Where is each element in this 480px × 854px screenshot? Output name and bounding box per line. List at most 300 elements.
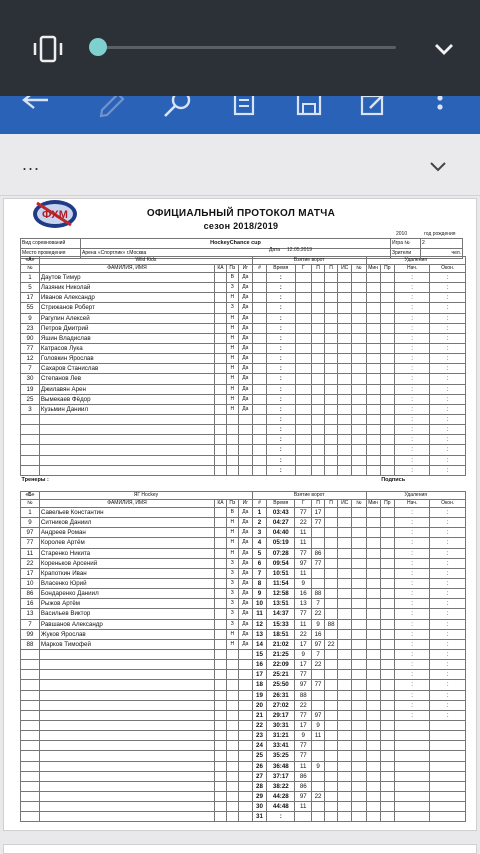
removal-reason (380, 518, 394, 528)
goal-assist-1: 97 (312, 710, 325, 720)
ka-cell (215, 609, 227, 619)
next-page-edge (3, 844, 477, 854)
removal-no (352, 629, 366, 639)
goal-assist-1: 7 (312, 649, 325, 659)
removal-end: : (430, 465, 466, 475)
ic-cell (338, 528, 352, 538)
goal-number: 19 (252, 690, 266, 700)
goal-time: 35:25 (267, 751, 295, 761)
goal-number: 17 (252, 670, 266, 680)
table-row (21, 568, 466, 578)
goal-number (252, 273, 266, 283)
removal-start: : (394, 323, 429, 333)
page-title: ОФИЦИАЛЬНЫЙ ПРОТОКОЛ МАТЧА (146, 208, 336, 219)
removal-start: : (394, 455, 429, 465)
goal-assist-1 (312, 751, 325, 761)
removal-end: : (430, 568, 466, 578)
removal-start: : (394, 394, 429, 404)
vibrate-icon[interactable] (30, 34, 66, 64)
goal-assist-2 (325, 313, 338, 323)
table-row (21, 741, 466, 751)
ka-cell (215, 589, 227, 599)
removal-reason (380, 731, 394, 741)
player-position: Н (226, 629, 238, 639)
ic-cell (338, 273, 352, 283)
col-header-pos: Пз (226, 500, 238, 508)
player-played (238, 781, 252, 791)
goal-assist-1 (312, 700, 325, 710)
removal-reason (380, 690, 394, 700)
player-number (21, 649, 40, 659)
removal-end: : (430, 599, 466, 609)
goal-time: 07:28 (267, 548, 295, 558)
goal-scorer: 11 (295, 538, 312, 548)
ic-cell (338, 720, 352, 730)
player-number: 77 (21, 538, 40, 548)
player-number: 7 (21, 619, 40, 629)
removal-min (366, 465, 380, 475)
col-header-g: Г (295, 500, 312, 508)
more-vert-icon[interactable] (424, 96, 456, 130)
goal-scorer: 9 (295, 731, 312, 741)
goal-scorer: 77 (295, 548, 312, 558)
ic-cell (338, 508, 352, 518)
ic-cell (338, 465, 352, 475)
removal-end: : (430, 629, 466, 639)
col-header-time: Время (267, 265, 295, 273)
player-name (39, 670, 214, 680)
ka-cell (215, 639, 227, 649)
goal-assist-1 (312, 781, 325, 791)
goal-number (252, 384, 266, 394)
col-header-ic: ИС (338, 500, 352, 508)
goal-time: : (267, 283, 295, 293)
removal-no (352, 273, 366, 283)
ic-cell (338, 293, 352, 303)
removal-min (366, 394, 380, 404)
removal-start: : (394, 435, 429, 445)
table-row (21, 455, 466, 465)
goal-time: 05:19 (267, 538, 295, 548)
player-played: Да (238, 384, 252, 394)
removal-reason (380, 394, 394, 404)
player-name (39, 791, 214, 801)
removal-start: : (394, 578, 429, 588)
player-position: З (226, 568, 238, 578)
goal-assist-1: 9 (312, 761, 325, 771)
player-number (21, 771, 40, 781)
removal-end: : (430, 323, 466, 333)
player-position: Н (226, 343, 238, 353)
player-position (226, 670, 238, 680)
player-name (39, 680, 214, 690)
ka-cell (215, 354, 227, 364)
player-number: 19 (21, 384, 40, 394)
player-name (39, 465, 214, 475)
goal-scorer (295, 414, 312, 424)
goals-header: Взятие ворот (252, 492, 366, 500)
goal-assist-2 (325, 528, 338, 538)
player-number: 86 (21, 589, 40, 599)
removal-end (430, 741, 466, 751)
goal-time: 11:54 (267, 578, 295, 588)
removal-start: : (394, 364, 429, 374)
removal-end: : (430, 589, 466, 599)
removal-min (366, 364, 380, 374)
table-row (21, 303, 466, 313)
goal-assist-2 (325, 802, 338, 812)
goal-number: 30 (252, 802, 266, 812)
goal-number: 14 (252, 639, 266, 649)
goal-assist-2: 22 (325, 639, 338, 649)
goal-time: : (267, 273, 295, 283)
table-row (21, 333, 466, 343)
player-position (226, 741, 238, 751)
player-name: Равшанов Александр (39, 619, 214, 629)
removal-no (352, 394, 366, 404)
col-header-name: ФАМИЛИЯ, ИМЯ (39, 500, 214, 508)
player-name: Лазяник Николай (39, 283, 214, 293)
table-row (21, 394, 466, 404)
player-played (238, 720, 252, 730)
goal-assist-2 (325, 518, 338, 528)
ka-cell (215, 538, 227, 548)
removal-reason (380, 609, 394, 619)
date-label: Дата (269, 247, 281, 253)
player-name (39, 802, 214, 812)
removal-reason (380, 404, 394, 414)
goal-number: 26 (252, 761, 266, 771)
player-number (21, 660, 40, 670)
removal-reason (380, 568, 394, 578)
removal-reason (380, 802, 394, 812)
col-header-p1: П (312, 265, 325, 273)
search-icon[interactable] (162, 96, 194, 130)
ka-cell (215, 680, 227, 690)
goal-number (252, 283, 266, 293)
goal-scorer (295, 323, 312, 333)
removal-reason (380, 791, 394, 801)
goal-time: 04:27 (267, 518, 295, 528)
ka-cell (215, 404, 227, 414)
removal-end (430, 771, 466, 781)
removal-no (352, 639, 366, 649)
player-name: Рыжов Артём (39, 599, 214, 609)
team-name: ЯГ Hockey (39, 492, 252, 500)
goal-number: 6 (252, 558, 266, 568)
pen-icon[interactable] (96, 96, 128, 130)
removal-reason (380, 414, 394, 424)
goal-number (252, 343, 266, 353)
goal-time: 15:33 (267, 619, 295, 629)
goal-assist-1: 22 (312, 660, 325, 670)
goal-number (252, 445, 266, 455)
goal-scorer (295, 313, 312, 323)
goal-time: : (267, 435, 295, 445)
save-icon[interactable] (293, 96, 325, 130)
ic-cell (338, 781, 352, 791)
removal-min (366, 435, 380, 445)
app-toolbar (0, 96, 480, 134)
player-number: 10 (21, 578, 40, 588)
volume-slider-handle[interactable] (89, 38, 107, 56)
ic-cell (338, 518, 352, 528)
player-number: 77 (21, 343, 40, 353)
goal-assist-2 (325, 354, 338, 364)
player-position (226, 731, 238, 741)
removal-start: : (394, 404, 429, 414)
removal-start: : (394, 293, 429, 303)
volume-panel (0, 0, 480, 96)
ka-cell (215, 508, 227, 518)
edit-icon[interactable] (358, 96, 390, 130)
goal-assist-2 (325, 700, 338, 710)
goal-scorer: 11 (295, 761, 312, 771)
removal-min (366, 629, 380, 639)
removal-no (352, 670, 366, 680)
removal-end (430, 731, 466, 741)
ka-cell (215, 690, 227, 700)
goal-assist-1 (312, 741, 325, 751)
goal-number (252, 364, 266, 374)
goal-time: 03:43 (267, 508, 295, 518)
team-side: «Б» (21, 492, 40, 500)
ic-cell (338, 741, 352, 751)
table-row (21, 558, 466, 568)
removal-reason (380, 680, 394, 690)
removal-end: : (430, 528, 466, 538)
col-header-g: Г (295, 265, 312, 273)
goal-time: 44:48 (267, 802, 295, 812)
removal-start: : (394, 609, 429, 619)
player-played (238, 802, 252, 812)
player-number: 16 (21, 599, 40, 609)
ka-cell (215, 720, 227, 730)
overflow-ellipsis[interactable]: ... (22, 154, 41, 174)
removal-reason (380, 599, 394, 609)
goal-number: 22 (252, 720, 266, 730)
goal-assist-1 (312, 313, 325, 323)
ic-cell (338, 680, 352, 690)
table-row (21, 771, 466, 781)
goal-time: : (267, 374, 295, 384)
ic-cell (338, 670, 352, 680)
removal-min (366, 649, 380, 659)
ic-cell (338, 374, 352, 384)
goal-scorer (295, 425, 312, 435)
goal-assist-2 (325, 629, 338, 639)
removal-reason (380, 528, 394, 538)
goal-assist-1 (312, 273, 325, 283)
removal-min (366, 445, 380, 455)
removal-no (352, 791, 366, 801)
removal-start (394, 741, 429, 751)
removal-end: : (430, 435, 466, 445)
ka-cell (215, 518, 227, 528)
player-number (21, 414, 40, 424)
removal-min (366, 781, 380, 791)
removal-end: : (430, 649, 466, 659)
document-icon[interactable] (228, 96, 260, 130)
removal-no (352, 741, 366, 751)
sign-label: Подпись (381, 477, 406, 484)
goal-assist-2 (325, 680, 338, 690)
removal-start: : (394, 374, 429, 384)
ic-cell (338, 333, 352, 343)
player-position: Н (226, 323, 238, 333)
player-position (226, 465, 238, 475)
removal-start: : (394, 414, 429, 424)
removal-no (352, 354, 366, 364)
removal-header: Удаления (366, 492, 466, 500)
player-played: Да (238, 293, 252, 303)
goal-scorer (295, 465, 312, 475)
col-header-p1: П (312, 500, 325, 508)
removal-end: : (430, 414, 466, 424)
player-name: Васильев Виктор (39, 609, 214, 619)
removal-end (430, 761, 466, 771)
birth-year: 2010 (396, 231, 408, 237)
goal-number (252, 394, 266, 404)
player-played: Да (238, 558, 252, 568)
removal-end: : (430, 538, 466, 548)
goal-scorer: 13 (295, 599, 312, 609)
goal-scorer: 22 (295, 629, 312, 639)
player-played: Да (238, 619, 252, 629)
removal-end (430, 751, 466, 761)
removal-reason (380, 649, 394, 659)
removal-reason (380, 578, 394, 588)
ka-cell (215, 465, 227, 475)
removal-no (352, 528, 366, 538)
goal-assist-2 (325, 455, 338, 465)
player-name: Королев Артём (39, 538, 214, 548)
removal-start: : (394, 690, 429, 700)
removal-min (366, 568, 380, 578)
venue-value: Арена «Спортлик» г.Москва (81, 249, 391, 259)
goal-number: 9 (252, 589, 266, 599)
removal-no (352, 599, 366, 609)
player-number (21, 802, 40, 812)
player-played: Да (238, 578, 252, 588)
player-position (226, 425, 238, 435)
player-name: Кузьмин Даниил (39, 404, 214, 414)
goal-scorer: 77 (295, 751, 312, 761)
player-number (21, 751, 40, 761)
player-name (39, 414, 214, 424)
player-position (226, 720, 238, 730)
table-row (21, 680, 466, 690)
table-row (21, 465, 466, 475)
removal-no (352, 589, 366, 599)
removal-no (352, 761, 366, 771)
player-name: Сахаров Станислав (39, 364, 214, 374)
col-header-start: Нач. (394, 500, 429, 508)
col-header-pr: Пр (380, 265, 394, 273)
goal-assist-2 (325, 394, 338, 404)
removal-min (366, 384, 380, 394)
player-number: 7 (21, 364, 40, 374)
col-header-time: Время (267, 500, 295, 508)
table-row (21, 690, 466, 700)
player-position (226, 751, 238, 761)
removal-end (430, 812, 466, 822)
team-side: «А» (21, 257, 40, 265)
goal-assist-1 (312, 455, 325, 465)
goal-number: 18 (252, 680, 266, 690)
volume-slider-track[interactable] (98, 46, 396, 49)
table-row (21, 812, 466, 822)
goal-number: 3 (252, 528, 266, 538)
removal-reason (380, 313, 394, 323)
player-position (226, 414, 238, 424)
player-position: З (226, 609, 238, 619)
player-played (238, 425, 252, 435)
removal-end: : (430, 404, 466, 414)
player-played: Да (238, 404, 252, 414)
goal-assist-1: 77 (312, 558, 325, 568)
back-arrow-icon[interactable] (20, 96, 52, 130)
player-name: Бондаренко Даниил (39, 589, 214, 599)
removal-no (352, 293, 366, 303)
removal-min (366, 741, 380, 751)
removal-no (352, 731, 366, 741)
goal-assist-1 (312, 771, 325, 781)
ic-cell (338, 425, 352, 435)
chevron-down-icon[interactable] (432, 40, 456, 58)
player-played (238, 435, 252, 445)
col-header-end: Окон. (430, 500, 466, 508)
removal-end: : (430, 364, 466, 374)
player-name: Рагулин Алексей (39, 313, 214, 323)
player-played: Да (238, 374, 252, 384)
goal-number: 21 (252, 710, 266, 720)
removal-end: : (430, 374, 466, 384)
removal-no (352, 548, 366, 558)
ic-cell (338, 802, 352, 812)
player-played: Да (238, 589, 252, 599)
goal-assist-1 (312, 404, 325, 414)
removal-no (352, 538, 366, 548)
player-played: Да (238, 609, 252, 619)
removal-min (366, 293, 380, 303)
goal-time: : (267, 323, 295, 333)
ka-cell (215, 435, 227, 445)
player-number (21, 700, 40, 710)
table-row (21, 293, 466, 303)
document-subbar (0, 134, 480, 196)
player-number: 30 (21, 374, 40, 384)
ic-cell (338, 283, 352, 293)
ka-cell (215, 660, 227, 670)
protocol-page (3, 198, 477, 831)
player-position: Н (226, 354, 238, 364)
removal-end: : (430, 293, 466, 303)
game-label: Игра № (391, 239, 421, 249)
removal-reason (380, 465, 394, 475)
goal-time: 25:50 (267, 680, 295, 690)
player-position (226, 791, 238, 801)
table-row (21, 649, 466, 659)
player-number (21, 455, 40, 465)
chevron-down-icon[interactable] (428, 160, 448, 174)
goal-scorer (295, 293, 312, 303)
goal-number (252, 404, 266, 414)
ka-cell (215, 343, 227, 353)
removal-no (352, 700, 366, 710)
ka-cell (215, 802, 227, 812)
removal-min (366, 731, 380, 741)
